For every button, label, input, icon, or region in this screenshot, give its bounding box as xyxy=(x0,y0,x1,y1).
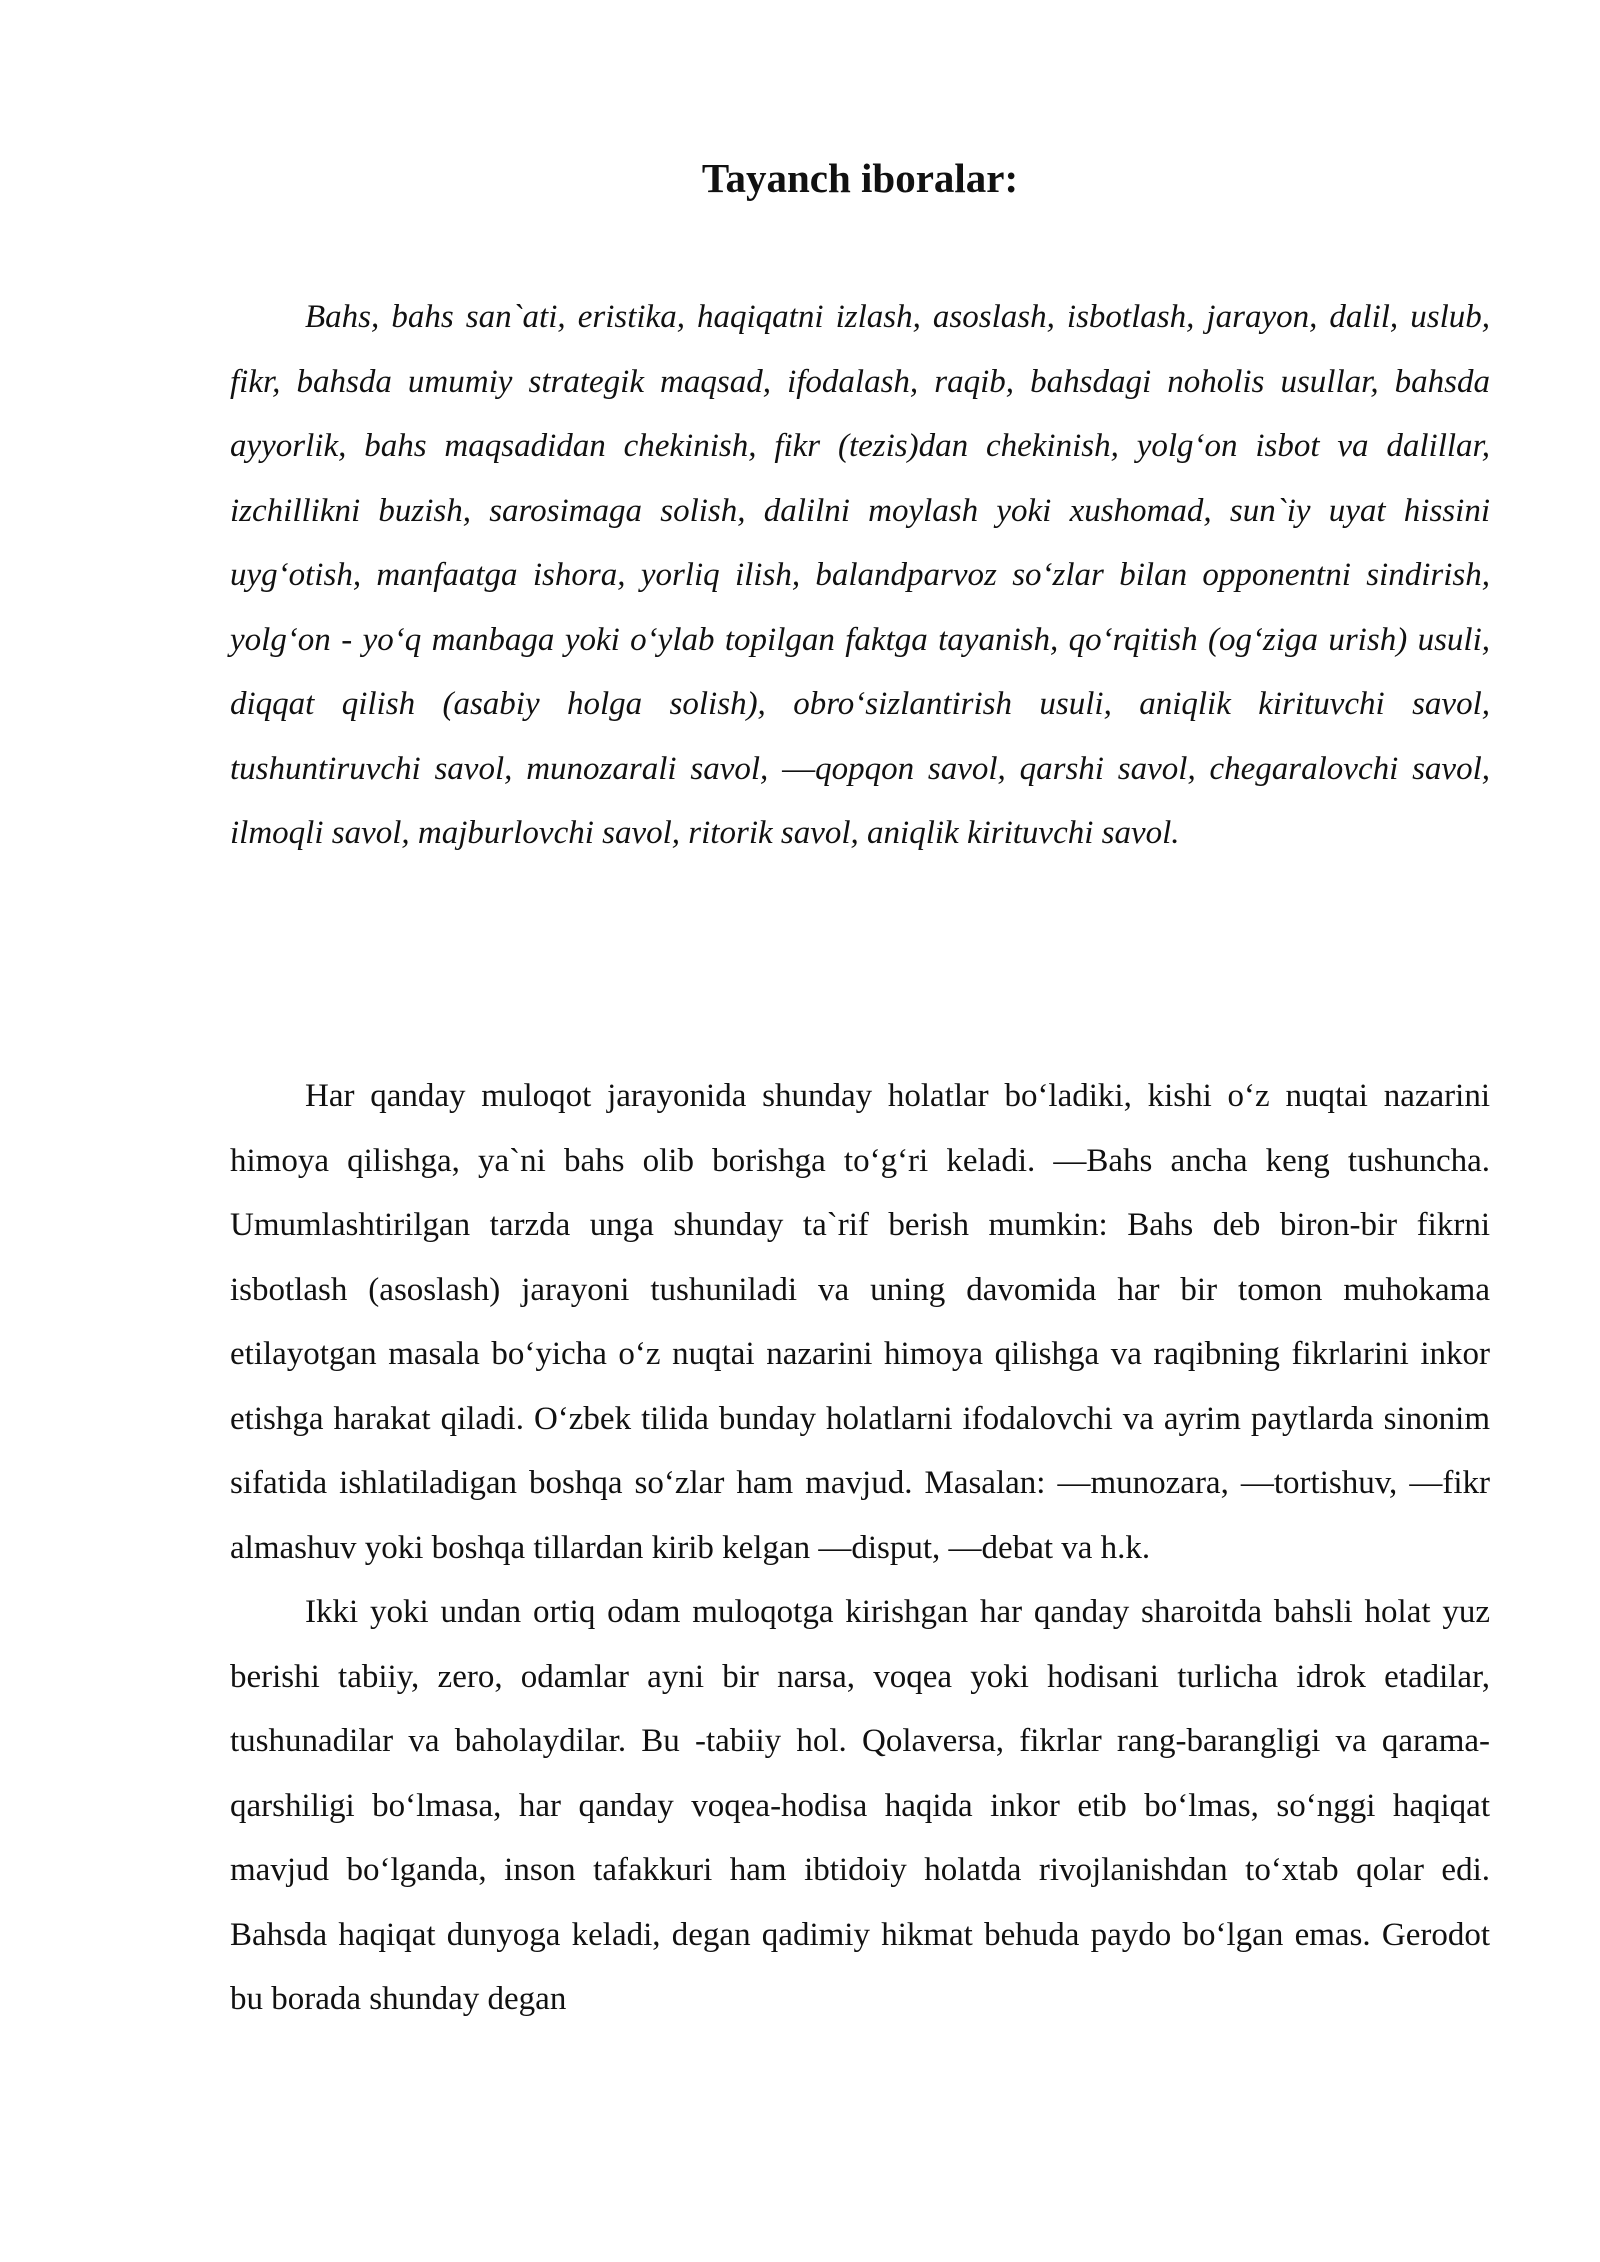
keywords-paragraph: Bahs, bahs san`ati, eristika, haqiqatni izlash, asoslash, isbotlash, jarayon, dalil, uslub, fikr, bahsda umumiy strategik maqsad, ifodalash, raqib, bahsdagi noholis usullar, bahsda ayyorlik, bahs maqsadidan chekinish, fikr (tezis)dan chekinish, yolg‘on isbot va dalillar, izchillikni buzish, sarosimaga solish, dalilni moylash yoki xushomad, sun`iy uyat hissini uyg‘otish, manfaatga ishora, yorliq ilish, balandparvoz so‘zlar bilan opponentni sindirish, yolg‘on - yo‘q manbaga yoki o‘ylab topilgan faktga tayanish, qo‘rqitish (og‘ziga urish) usuli, diqqat qilish (asabiy holga solish), obro‘sizlantirish usuli, aniqlik kirituvchi savol, tushuntiruvchi savol, munozarali savol, ―qopqon savol, qarshi savol, chegaralovchi savol, ilmoqli savol, majburlovchi savol, ritorik savol, aniqlik kirituvchi savol. xyxy=(230,299,1490,851)
body-text xyxy=(230,1064,1490,2032)
body-paragraph: Har qanday muloqot jarayonida shunday holatlar bo‘ladiki, kishi o‘z nuqtai nazarini himoya qilishga, ya`ni bahs olib borishga to‘g‘ri keladi. ―Bahs ancha keng tushuncha. Umumlashtirilgan tarzda unga shunday ta`rif berish mumkin: Bahs deb biron-bir fikrni isbotlash (asoslash) jarayoni tushuniladi va uning davomida har bir tomon muhokama etilayotgan masala bo‘yicha o‘z nuqtai nazarini himoya qilishga va raqibning fikrlarini inkor etishga harakat qiladi. O‘zbek tilida bunday holatlarni ifodalovchi va ayrim paytlarda sinonim sifatida ishlatiladigan boshqa so‘zlar ham mavjud. Masalan: ―munozara, ―tortishuv, ―fikr almashuv yoki boshqa tillardan kirib kelgan ―disput, ―debat va h.k. xyxy=(230,1078,1490,1566)
page-title: Tayanch iboralar: xyxy=(701,155,1019,201)
body-paragraph: Ikki yoki undan ortiq odam muloqotga kirishgan har qanday sharoitda bahsli holat yuz berishi tabiiy, zero, odamlar ayni bir narsa, voqea yoki hodisani turlicha idrok etadilar, tushunadilar va baholaydilar. Bu -tabiiy hol. Qolaversa, fikrlar rang-barangligi va qarama-qarshiligi bo‘lmasa, har qanday voqea-hodisa haqida inkor etib bo‘lmas, so‘nggi haqiqat mavjud bo‘lganda, inson tafakkuri ham ibtidoiy holatda rivojlanishdan to‘xtab qolar edi. Bahsda haqiqat dunyoga keladi, degan qadimiy hikmat behuda paydo bo‘lgan emas. Gerodot bu borada shunday degan xyxy=(230,1594,1490,2017)
